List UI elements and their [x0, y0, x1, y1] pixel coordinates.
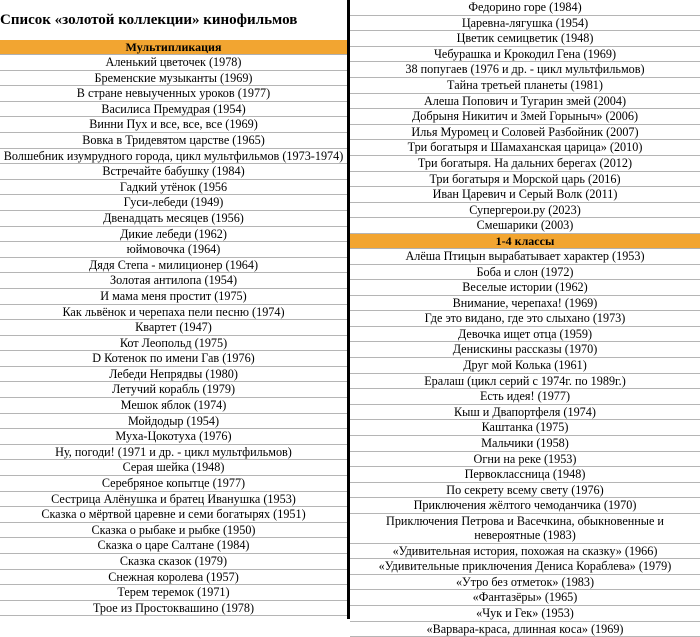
section-header-animation: Мультипликация	[0, 40, 347, 55]
film-item: Серая шейка (1948)	[0, 460, 347, 476]
film-item: Приключения жёлтого чемоданчика (1970)	[350, 498, 700, 514]
film-item: «Фантазёры» (1965)	[350, 590, 700, 606]
film-item: Три богатыря и Шамаханская царица» (2010)	[350, 140, 700, 156]
film-item: Веселые истории (1962)	[350, 280, 700, 296]
film-item: Илья Муромец и Соловей Разбойник (2007)	[350, 125, 700, 141]
left-column	[0, 0, 347, 616]
section-header-grades-1-4: 1-4 классы	[350, 234, 700, 249]
film-item: Терем теремок (1971)	[0, 585, 347, 601]
film-item: Гуси-лебеди (1949)	[0, 195, 347, 211]
film-item: Супергерои.ру (2023)	[350, 203, 700, 219]
film-item: Кот Леопольд (1975)	[0, 336, 347, 352]
film-item: Тайна третьей планеты (1981)	[350, 78, 700, 94]
film-item: Муха-Цокотуха (1976)	[0, 429, 347, 445]
film-item: Снежная королева (1957)	[0, 570, 347, 586]
film-item: Ну, погоди! (1971 и др. - цикл мультфильмов)	[0, 445, 347, 461]
film-item: Иван Царевич и Серый Волк (2011)	[350, 187, 700, 203]
film-item: Каштанка (1975)	[350, 420, 700, 436]
film-item: Василиса Премудрая (1954)	[0, 102, 347, 118]
film-item: Цветик семицветик (1948)	[350, 31, 700, 47]
film-item: Огни на реке (1953)	[350, 452, 700, 468]
film-item: юймовочка (1964)	[0, 242, 347, 258]
film-item: D Котенок по имени Гав (1976)	[0, 351, 347, 367]
right-column	[350, 0, 700, 637]
film-item: Дикие лебеди (1962)	[0, 227, 347, 243]
film-item: «Удивительные приключения Дениса Кораблева» (1979)	[350, 559, 700, 575]
film-item: Серебряное копытце (1977)	[0, 476, 347, 492]
film-item: Первоклассница (1948)	[350, 467, 700, 483]
film-item: Двенадцать месяцев (1956)	[0, 211, 347, 227]
film-item: Аленький цветочек (1978)	[0, 55, 347, 71]
film-item: Волшебник изумрудного города, цикл мультфильмов (1973-1974)	[0, 149, 347, 165]
film-item: Сказка о мёртвой царевне и семи богатырях (1951)	[0, 507, 347, 523]
film-item: И мама меня простит (1975)	[0, 289, 347, 305]
film-item: Сказка о царе Салтане (1984)	[0, 538, 347, 554]
film-item: Как львёнок и черепаха пели песню (1974)	[0, 305, 347, 321]
film-item: Три богатыря. На дальних берегах (2012)	[350, 156, 700, 172]
film-item: Квартет (1947)	[0, 320, 347, 336]
film-item: Смешарики (2003)	[350, 218, 700, 234]
film-item: Есть идея! (1977)	[350, 389, 700, 405]
film-list-animation-continued	[350, 0, 700, 234]
film-list-grades-1-4	[350, 249, 700, 637]
film-item: «Удивительная история, похожая на сказку» (1966)	[350, 544, 700, 560]
film-item: Вовка в Тридевятом царстве (1965)	[0, 133, 347, 149]
film-item: Федорино горе (1984)	[350, 0, 700, 16]
film-item: Чебурашка и Крокодил Гена (1969)	[350, 47, 700, 63]
film-item: Сестрица Алёнушка и братец Иванушка (1953)	[0, 492, 347, 508]
film-item: Друг мой Колька (1961)	[350, 358, 700, 374]
film-item: Ералаш (цикл серий с 1974г. по 1989г.)	[350, 374, 700, 390]
film-item: Внимание, черепаха! (1969)	[350, 296, 700, 312]
film-item: Царевна-лягушка (1954)	[350, 16, 700, 32]
film-item: Дядя Степа - милиционер (1964)	[0, 258, 347, 274]
film-item: Алёша Птицын вырабатывает характер (1953)	[350, 249, 700, 265]
film-item: Гадкий утёнок (1956	[0, 180, 347, 196]
film-list-animation	[0, 55, 347, 616]
film-item: Золотая антилопа (1954)	[0, 273, 347, 289]
film-item: Лебеди Непрядвы (1980)	[0, 367, 347, 383]
film-item: Алеша Попович и Тугарин змей (2004)	[350, 94, 700, 110]
film-item: Кыш и Двапортфеля (1974)	[350, 405, 700, 421]
film-item: Приключения Петрова и Васечкина, обыкновенные и невероятные (1983)	[350, 514, 700, 544]
film-item: Бременские музыканты (1969)	[0, 71, 347, 87]
film-item: 38 попугаев (1976 и др. - цикл мультфильмов)	[350, 62, 700, 78]
film-item: Мойдодыр (1954)	[0, 414, 347, 430]
film-item: Боба и слон (1972)	[350, 265, 700, 281]
page-title: Список «золотой коллекции» кинофильмов	[0, 12, 298, 28]
film-item: Девочка ищет отца (1959)	[350, 327, 700, 343]
film-item: «Варвара-краса, длинная коса» (1969)	[350, 622, 700, 637]
film-item: Трое из Простоквашино (1978)	[0, 601, 347, 617]
film-item: «Утро без отметок» (1983)	[350, 575, 700, 591]
film-item: В стране невыученных уроков (1977)	[0, 86, 347, 102]
film-item: Добрыня Никитич и Змей Горыныч» (2006)	[350, 109, 700, 125]
film-item: «Чук и Гек» (1953)	[350, 606, 700, 622]
film-item: Мешок яблок (1974)	[0, 398, 347, 414]
film-item: Сказка о рыбаке и рыбке (1950)	[0, 523, 347, 539]
film-item: Мальчики (1958)	[350, 436, 700, 452]
film-item: Летучий корабль (1979)	[0, 382, 347, 398]
film-item: Винни Пух и все, все, все (1969)	[0, 117, 347, 133]
film-item: Три богатыря и Морской царь (2016)	[350, 172, 700, 188]
film-item: Денискины рассказы (1970)	[350, 342, 700, 358]
film-item: Где это видано, где это слыхано (1973)	[350, 311, 700, 327]
film-item: По секрету всему свету (1976)	[350, 483, 700, 499]
film-item: Встречайте бабушку (1984)	[0, 164, 347, 180]
film-item: Сказка сказок (1979)	[0, 554, 347, 570]
